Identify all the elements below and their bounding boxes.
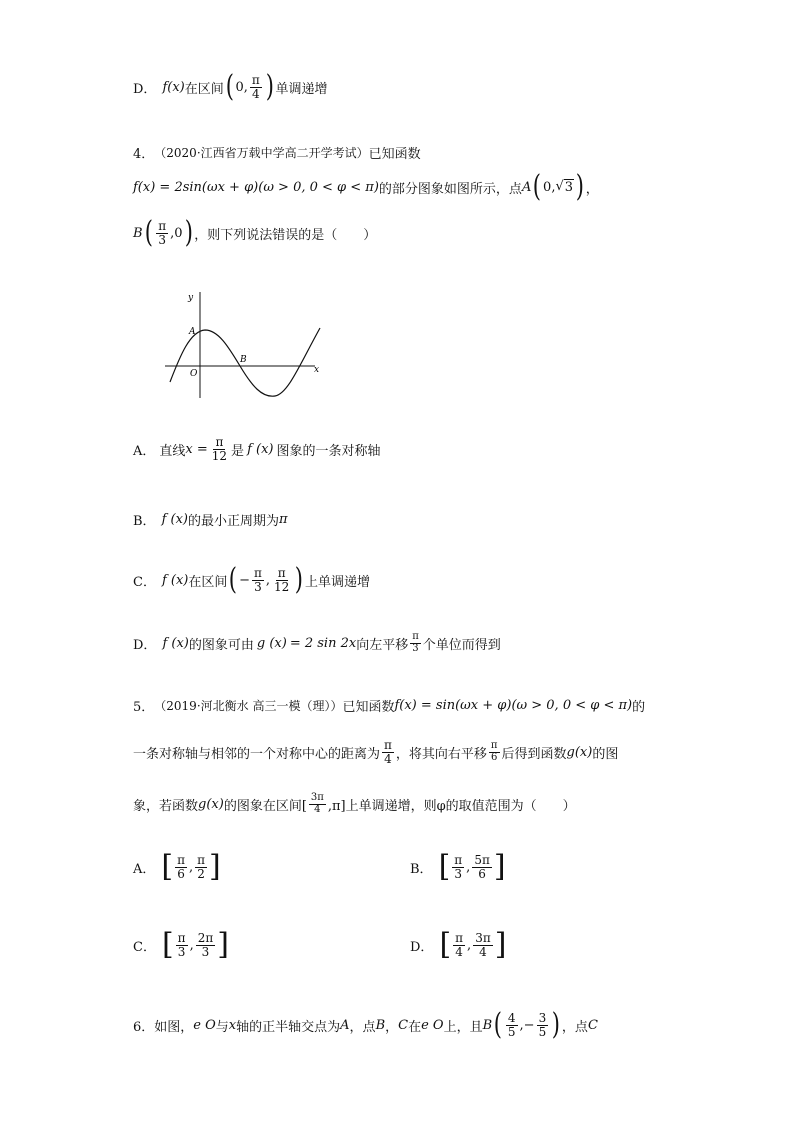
fraction: $\frac{2\pi}{3}$ — [197, 930, 214, 959]
paren-right: ) — [184, 215, 193, 250]
fraction: $\frac{\pi}{12}$ — [211, 435, 228, 463]
point-b: B — [375, 1017, 386, 1033]
fraction: $\frac{\pi}{12}$ — [274, 565, 290, 594]
fraction: $\frac{3\pi}{4}$ — [310, 792, 324, 815]
text: 的图象可由 — [188, 637, 254, 653]
text: 的 — [632, 700, 646, 715]
paren-left: ( — [225, 69, 234, 104]
text: 与 — [215, 1019, 229, 1035]
text: 上单调递增 — [305, 574, 371, 590]
comma: , — [189, 859, 194, 875]
q5-line1 — [133, 696, 645, 715]
text: 在区间 — [188, 574, 228, 590]
text: 直线 — [159, 443, 186, 459]
q6-line1 — [133, 1007, 598, 1042]
fraction: $\frac{3\pi}{4}$ — [475, 930, 491, 959]
paren-left: ( — [493, 1007, 503, 1042]
function-fx: f (x) — [162, 635, 189, 651]
fraction: $\frac{\pi}{3}$ — [158, 218, 167, 247]
origin-label: O — [190, 369, 198, 379]
q4-option-d — [133, 632, 501, 654]
text: 已知函数 — [368, 147, 421, 162]
sine-graph — [160, 286, 325, 402]
paren-right: ) — [575, 169, 584, 204]
paren-right: ) — [295, 562, 304, 597]
text: ，将其向右平移 — [395, 746, 487, 762]
point-c: C — [587, 1017, 598, 1033]
minus: − — [239, 572, 251, 588]
fraction: $\frac{\pi}{3}$ — [177, 930, 186, 959]
text: 的最小正周期为 — [187, 514, 279, 529]
text: ，点 — [561, 1019, 588, 1035]
text: 已知函数 — [342, 700, 395, 715]
function-fx: f (x) — [247, 441, 274, 457]
bracket-right: ] — [209, 849, 221, 884]
q5-line3 — [133, 793, 576, 815]
fraction: $\frac{4}{5}$ — [507, 1010, 516, 1039]
comma: , — [466, 859, 471, 875]
question-source: （2019·河北衡水 高三一模（理）） — [154, 699, 343, 713]
question-number: 5． — [133, 700, 155, 715]
q4-option-a — [133, 436, 381, 462]
y-label: y — [188, 293, 194, 303]
q4-option-c — [133, 562, 371, 597]
text: ， — [585, 181, 599, 197]
paren-right: ) — [551, 1007, 561, 1042]
text: 的部分图象如图所示，点 — [378, 181, 522, 197]
fraction: $\frac{5\pi}{6}$ — [474, 852, 490, 881]
fraction: $\frac{\pi}{4}$ — [455, 930, 464, 959]
coord: 0, — [543, 179, 556, 195]
bracket-left: [ — [438, 849, 451, 884]
bracket-right: ] — [217, 927, 229, 962]
q4-line2 — [133, 169, 599, 204]
fraction: $\frac{3}{5}$ — [538, 1010, 547, 1039]
paren-right: ) — [265, 69, 274, 104]
text: 的图象在区间[ — [223, 798, 307, 814]
text: ，则下列说法错误的是（ ） — [194, 227, 377, 243]
fraction: $\frac{\pi}{6}$ — [177, 852, 185, 881]
text: 象，若函数 — [133, 798, 199, 814]
option-label: B． — [410, 861, 433, 877]
q4-option-b — [133, 510, 288, 529]
option-label: C． — [133, 574, 156, 590]
option-label: D． — [410, 939, 434, 955]
function-fx: f (x) — [161, 572, 189, 588]
text: 在区间 — [184, 81, 224, 97]
paren-left: ( — [229, 562, 238, 597]
bracket-left: [ — [161, 849, 174, 884]
text: ， — [385, 1019, 399, 1035]
bracket-left: [ — [161, 927, 174, 962]
option-label: D． — [133, 81, 157, 97]
interval-left: 0, — [235, 79, 248, 95]
q4-header — [133, 143, 421, 162]
x-eq: x = — [185, 441, 208, 457]
text: 是 — [231, 443, 245, 459]
x-label: x — [314, 365, 320, 375]
var-x: x — [228, 1017, 237, 1033]
fraction: $\frac{\pi}{3}$ — [254, 565, 262, 594]
function-gx: g(x) — [566, 744, 593, 760]
fraction: $\frac{\pi}{3}$ — [412, 631, 419, 654]
fraction: $\frac{\pi}{3}$ — [454, 852, 463, 881]
equation: = 2 sin 2x — [289, 635, 357, 651]
q5-option-c — [133, 927, 229, 962]
circle-o: e O — [193, 1017, 216, 1033]
fraction: $\frac{\pi}{4}$ — [251, 72, 260, 101]
text: ,π]上单调递增，则φ的取值范围为（ ） — [327, 798, 576, 814]
paren-left: ( — [533, 169, 542, 204]
point-b-label: B — [240, 355, 247, 365]
comma: , — [265, 572, 271, 588]
minus: ,− — [519, 1017, 535, 1033]
text: 图象的一条对称轴 — [276, 443, 381, 459]
text: 向左平移 — [356, 637, 409, 653]
text: 在 — [408, 1019, 422, 1035]
point-a-label: A — [189, 327, 196, 337]
option-label: A． — [133, 861, 156, 877]
question-source: （2020·江西省万载中学高二开学考试） — [154, 146, 369, 160]
text: 单调递增 — [275, 81, 328, 97]
q3-option-d — [133, 69, 328, 104]
function-def: f(x) = 2sin(ωx + φ)(ω > 0, 0 < φ < π) — [133, 179, 379, 195]
function-fx: f (x) — [161, 512, 188, 527]
point-b: B — [482, 1017, 493, 1033]
function-def: f(x) = sin(ωx + φ)(ω > 0, 0 < φ < π) — [394, 698, 633, 713]
point-b: B — [133, 225, 143, 241]
q5-line2 — [133, 739, 618, 765]
text: 上，且 — [443, 1019, 483, 1035]
text: ，点 — [349, 1019, 376, 1035]
bracket-right: ] — [493, 849, 506, 884]
bracket-right: ] — [494, 927, 507, 962]
q5-option-a — [133, 849, 221, 884]
question-number: 4． — [133, 147, 155, 162]
coord: ,0 — [170, 225, 183, 241]
function-gx: g (x) — [256, 635, 287, 651]
question-number: 6． — [133, 1019, 155, 1035]
bracket-left: [ — [439, 927, 452, 962]
option-label: D． — [133, 637, 157, 653]
point-a: A — [521, 179, 532, 195]
text: 轴的正半轴交点为 — [236, 1019, 341, 1035]
q5-option-d — [410, 927, 507, 962]
paren-left: ( — [144, 215, 153, 250]
fraction: $\frac{\pi}{2}$ — [197, 852, 206, 881]
fraction: $\frac{\pi}{6}$ — [490, 740, 498, 763]
comma: , — [467, 937, 472, 953]
q5-option-b — [410, 849, 506, 884]
function-fx: f(x) — [162, 79, 185, 95]
circle-o: e O — [421, 1017, 444, 1033]
q4-line3 — [133, 215, 377, 250]
point-a: A — [340, 1017, 350, 1033]
text: 一条对称轴与相邻的一个对称中心的距离为 — [133, 746, 381, 762]
text: 个单位而得到 — [422, 637, 501, 653]
function-gx: g(x) — [198, 796, 224, 812]
text: 如图， — [154, 1019, 194, 1035]
point-c: C — [398, 1017, 409, 1033]
option-label: A． — [133, 443, 156, 459]
pi: π — [279, 512, 288, 527]
comma: , — [189, 937, 194, 953]
option-label: C． — [133, 939, 156, 955]
text: 的图 — [592, 746, 619, 762]
text: 后得到函数 — [501, 746, 567, 762]
fraction: $\frac{\pi}{4}$ — [384, 738, 392, 766]
sqrt: √ 3 — [555, 179, 574, 195]
option-label: B． — [133, 514, 156, 529]
